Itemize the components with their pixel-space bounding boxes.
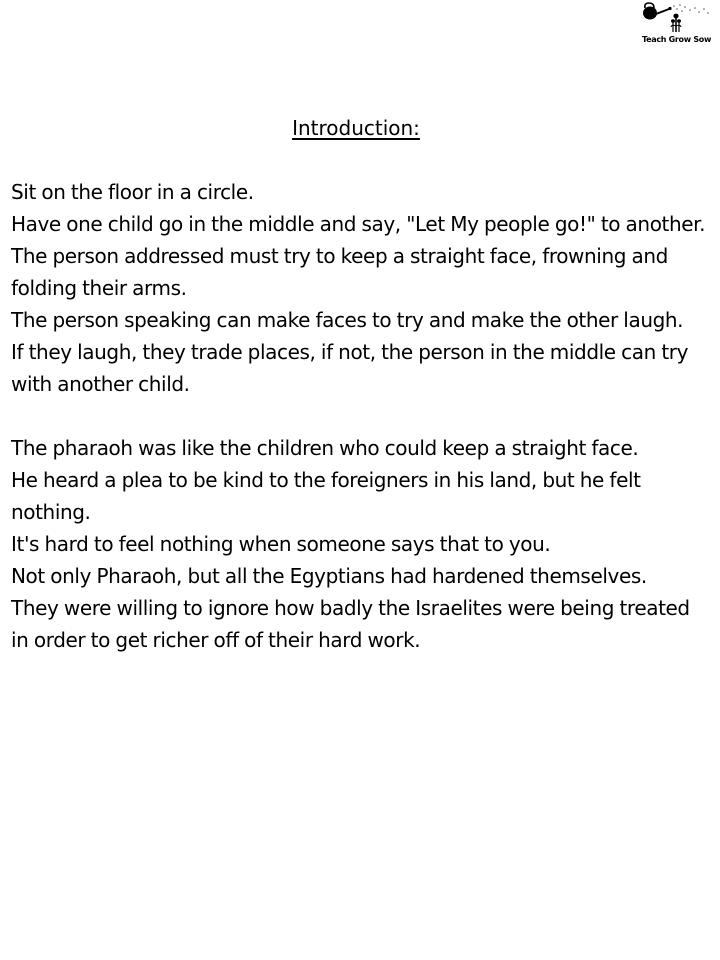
instruction-line: Sit on the floor in a circle. [11,180,254,204]
page-title: Introduction: [292,116,420,140]
explanation-line: He heard a plea to be kind to the foreigners in his land, but he felt nothing. [11,468,641,524]
logo-text: Teach Grow Sow [642,35,712,44]
explanation-line: It's hard to feel nothing when someone says that to you. [11,532,551,556]
paragraph-spacer [11,400,709,432]
explanation-line: Not only Pharaoh, but all the Egyptians had hardened themselves. [11,564,647,588]
lesson-explanation [11,432,709,656]
instruction-line: Have one child go in the middle and say, "Let My people go!" to another. [11,212,706,236]
worksheet-body [11,176,709,656]
instruction-line: The person speaking can make faces to try and make the other laugh. [11,308,684,332]
instruction-line: If they laugh, they trade places, if not, the person in the middle can try with another child. [11,340,689,396]
watering-can-icon [638,2,716,36]
explanation-line: They were willing to ignore how badly the Israelites were being treated in order to get richer off of their hard work. [11,596,690,652]
explanation-line: The pharaoh was like the children who could keep a straight face. [11,436,639,460]
game-instructions [11,176,709,400]
instruction-line: The person addressed must try to keep a straight face, frowning and folding their arms. [11,244,668,300]
teach-grow-sow-logo [638,2,716,48]
